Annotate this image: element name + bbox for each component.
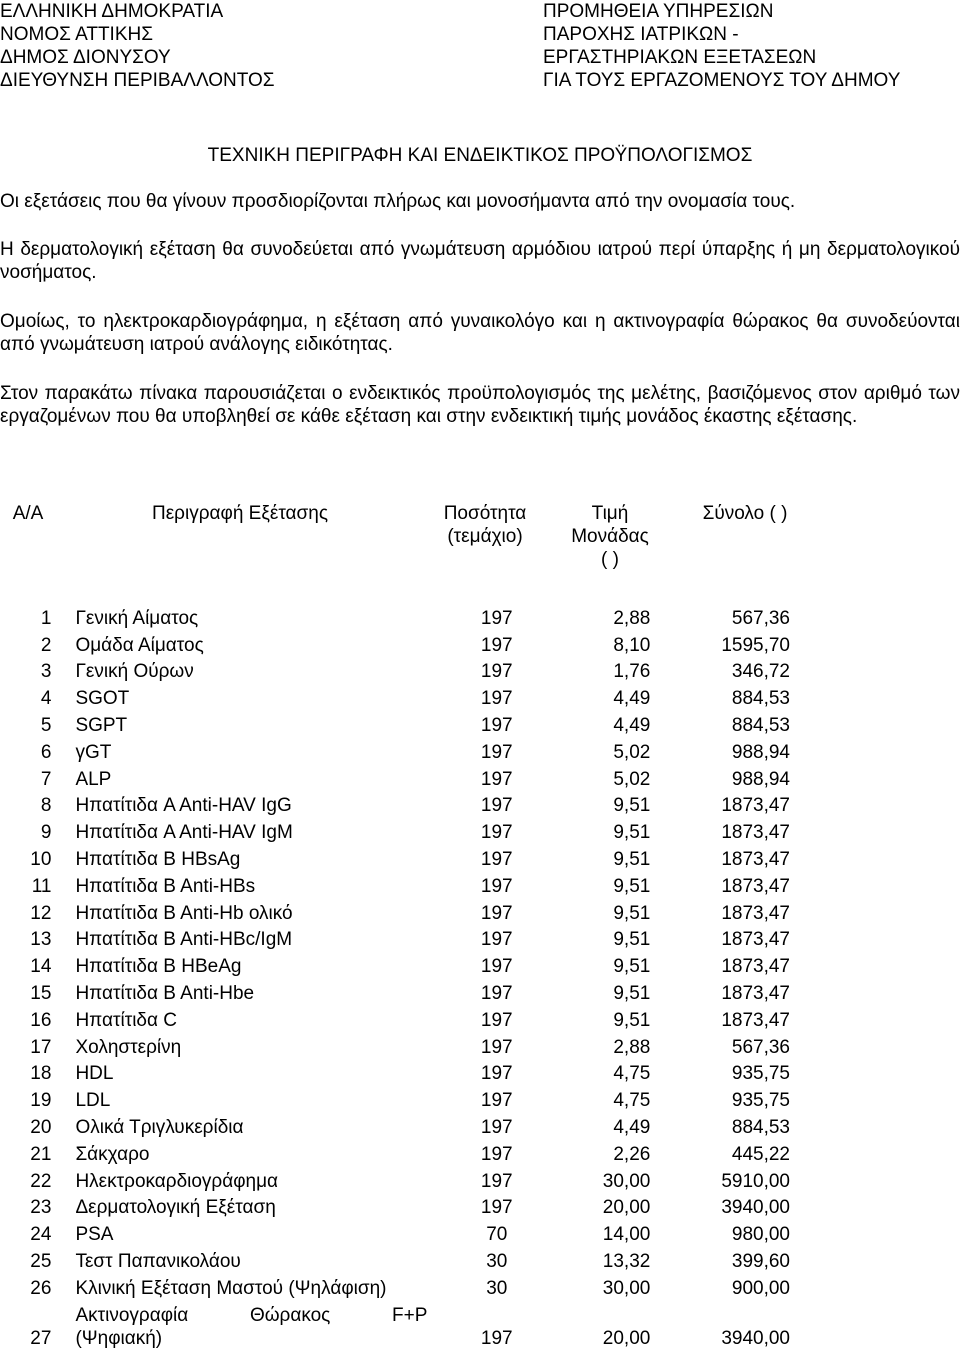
table-row <box>0 1166 790 1193</box>
cell-description: Ηπατίτιδα A Anti-HAV IgM <box>75 822 293 844</box>
cell-total: 1873,47 <box>721 875 790 897</box>
cell-description: HDL <box>75 1063 114 1085</box>
cell-total: 567,36 <box>731 1036 790 1058</box>
cell-description: Ομάδα Αίματος <box>75 634 204 656</box>
cell-description: Σάκχαρο <box>75 1143 150 1165</box>
table-row <box>0 1032 790 1059</box>
cell-unit-price: 4,75 <box>613 1090 651 1112</box>
cell-aa: 15 <box>30 982 52 1004</box>
table-row <box>0 1005 790 1032</box>
subject-line: ΠΡΟΜΗΘΕΙΑ ΥΠΗΡΕΣΙΩΝ <box>543 1 774 22</box>
cell-aa: 8 <box>40 795 52 817</box>
table-row <box>0 737 790 764</box>
cell-aa: 6 <box>40 741 52 763</box>
table-header <box>0 502 960 577</box>
cell-quantity: 197 <box>480 956 513 978</box>
table-row <box>0 710 790 737</box>
cell-total: 884,53 <box>731 688 790 710</box>
cell-quantity: 197 <box>480 1009 513 1031</box>
cell-unit-price: 9,51 <box>613 848 651 870</box>
paragraph: Ομοίως, το ηλεκτροκαρδιογράφημα, η εξέταση από γυναικολόγο και η ακτινογραφία θώρακος θα συνοδεύονται από γνωμάτευση ιατρού ανάλογης ειδικότητας. <box>0 311 960 355</box>
cell-unit-price: 9,51 <box>613 929 651 951</box>
cell-quantity: 197 <box>480 1197 513 1219</box>
cell-total: 1873,47 <box>721 1009 790 1031</box>
table-row <box>0 1139 790 1166</box>
cell-unit-price: 9,51 <box>613 795 651 817</box>
table-row <box>0 1219 790 1246</box>
subject-block <box>543 0 900 92</box>
cell-description: Γενική Αίματος <box>75 607 199 629</box>
issuer-block <box>0 0 275 92</box>
cell-unit-price: 9,51 <box>613 982 651 1004</box>
cell-total: 399,60 <box>731 1250 790 1272</box>
issuer-line: ΕΛΛΗΝΙΚΗ ΔΗΜΟΚΡΑΤΙΑ <box>0 1 224 22</box>
table-row <box>0 657 790 684</box>
header-aa: Α/Α <box>12 503 44 524</box>
cell-total: 1873,47 <box>721 902 790 924</box>
cell-quantity: 197 <box>480 902 513 924</box>
header-unit-price: Τιμή Μονάδας ( ) <box>571 503 649 570</box>
cell-unit-price: 8,10 <box>613 634 651 656</box>
table-row <box>0 791 790 818</box>
cell-aa: 20 <box>30 1116 52 1138</box>
cell-quantity: 70 <box>486 1224 508 1246</box>
cell-description: Ηπατίτιδα B Anti-Hb ολικό <box>75 902 293 924</box>
cell-total: 900,00 <box>731 1277 790 1299</box>
cell-aa: 3 <box>40 661 52 683</box>
cell-aa: 9 <box>40 822 52 844</box>
paragraph: Στον παρακάτω πίνακα παρουσιάζεται ο ενδεικτικός προϋπολογισμός της μελέτης, βασιζόμενος στον αριθμό των εργαζομένων που θα υποβληθεί σε κάθε εξέταση και στην ενδεικτική τιμής μονάδος έκαστης εξέτασης. <box>0 383 960 427</box>
cell-aa: 24 <box>30 1224 52 1246</box>
cell-quantity: 197 <box>480 688 513 710</box>
cell-total: 980,00 <box>731 1224 790 1246</box>
cell-unit-price: 1,76 <box>613 661 651 683</box>
cell-aa: 18 <box>30 1063 52 1085</box>
cell-unit-price: 4,49 <box>613 688 651 710</box>
table-row <box>0 683 790 710</box>
header-description: Περιγραφή Εξέτασης <box>151 503 328 524</box>
cell-aa: 17 <box>30 1036 52 1058</box>
cell-aa: 1 <box>40 607 52 629</box>
cell-quantity: 197 <box>480 875 513 897</box>
cell-total: 1595,70 <box>721 634 790 656</box>
table-row <box>0 871 790 898</box>
exam-cost-table <box>0 603 790 1350</box>
cell-quantity: 197 <box>480 1116 513 1138</box>
cell-unit-price: 2,26 <box>613 1143 651 1165</box>
cell-aa: 4 <box>40 688 52 710</box>
header-quantity: Ποσότητα (τεμάχιο) <box>443 503 527 547</box>
cell-description: Ηπατίτιδα B Anti-HBc/IgM <box>75 929 293 951</box>
cell-total: 1873,47 <box>721 982 790 1004</box>
cell-aa: 26 <box>30 1277 52 1299</box>
cell-unit-price: 9,51 <box>613 1009 651 1031</box>
cell-quantity: 197 <box>480 634 513 656</box>
cell-unit-price: 2,88 <box>613 607 651 629</box>
cell-aa: 27 <box>30 1327 52 1349</box>
cell-quantity: 197 <box>480 848 513 870</box>
table-row <box>0 630 790 657</box>
cell-description: PSA <box>75 1224 114 1246</box>
cell-aa: 10 <box>30 848 52 870</box>
cell-quantity: 197 <box>480 1090 513 1112</box>
cell-quantity: 197 <box>480 822 513 844</box>
table-row <box>0 1273 790 1300</box>
cell-total: 1873,47 <box>721 848 790 870</box>
cell-aa: 11 <box>31 875 52 897</box>
cell-unit-price: 20,00 <box>602 1197 651 1219</box>
cell-quantity: 197 <box>480 1063 513 1085</box>
cell-total: 5910,00 <box>721 1170 790 1192</box>
cell-aa: 19 <box>30 1090 52 1112</box>
header-total: Σύνολο ( ) <box>702 503 788 524</box>
cell-unit-price: 4,75 <box>613 1063 651 1085</box>
cell-unit-price: 9,51 <box>613 822 651 844</box>
cell-description: SGOT <box>75 688 130 710</box>
table-row <box>0 1059 790 1086</box>
table-row <box>0 925 790 952</box>
cell-description: Ηπατίτιδα B HBsAg <box>75 848 241 870</box>
cell-description: Χοληστερίνη <box>75 1036 182 1058</box>
cell-quantity: 30 <box>486 1250 508 1272</box>
cell-unit-price: 9,51 <box>613 875 651 897</box>
cell-description: Γενική Ούρων <box>75 661 194 683</box>
subject-line: ΕΡΓΑΣΤΗΡΙΑΚΩΝ ΕΞΕΤΑΣΕΩΝ <box>543 47 817 68</box>
cell-total: 884,53 <box>731 714 790 736</box>
table-row <box>0 1300 790 1350</box>
cell-unit-price: 14,00 <box>602 1224 651 1246</box>
cell-quantity: 197 <box>480 714 513 736</box>
cell-unit-price: 30,00 <box>602 1170 651 1192</box>
cell-description: Ηπατίτιδα A Anti-HAV IgG <box>75 795 292 817</box>
table-row <box>0 1246 790 1273</box>
table-row <box>0 817 790 844</box>
cell-total: 346,72 <box>731 661 790 683</box>
cell-total: 1873,47 <box>721 795 790 817</box>
issuer-line: ΔΙΕΥΘΥΝΣΗ ΠΕΡΙΒΑΛΛΟΝΤΟΣ <box>0 70 275 91</box>
cell-description: γGT <box>75 741 112 763</box>
table-row <box>0 898 790 925</box>
cell-quantity: 197 <box>480 607 513 629</box>
table-row <box>0 951 790 978</box>
cell-total: 1873,47 <box>721 822 790 844</box>
cell-unit-price: 5,02 <box>613 741 651 763</box>
cell-aa: 12 <box>30 902 52 924</box>
cell-aa: 25 <box>30 1250 52 1272</box>
subject-line: ΠΑΡΟΧΗΣ ΙΑΤΡΙΚΩΝ - <box>543 24 739 45</box>
cell-quantity: 197 <box>480 768 513 790</box>
cell-description: Δερματολογική Εξέταση <box>75 1197 276 1219</box>
cell-total: 567,36 <box>731 607 790 629</box>
cell-description: Ηπατίτιδα B Anti-Hbe <box>75 982 255 1004</box>
cell-total: 884,53 <box>731 1116 790 1138</box>
cell-aa: 13 <box>30 929 52 951</box>
cell-description: Ηπατίτιδα B HBeAg <box>75 956 242 978</box>
cell-description: LDL <box>75 1090 111 1112</box>
cell-quantity: 30 <box>486 1277 508 1299</box>
cell-description: Κλινική Εξέταση Μαστού (Ψηλάφιση) <box>75 1277 387 1299</box>
cell-total: 988,94 <box>731 768 790 790</box>
cell-aa: 7 <box>40 768 52 790</box>
cell-total: 1873,47 <box>721 956 790 978</box>
cell-quantity: 197 <box>480 741 513 763</box>
cell-quantity: 197 <box>480 929 513 951</box>
cell-description: ALP <box>75 768 112 790</box>
cell-total: 3940,00 <box>721 1327 790 1349</box>
cell-total: 1873,47 <box>721 929 790 951</box>
subject-line: ΓΙΑ ΤΟΥΣ ΕΡΓΑΖΟΜΕΝΟΥΣ ΤΟΥ ΔΗΜΟΥ <box>543 70 901 91</box>
cell-unit-price: 4,49 <box>613 1116 651 1138</box>
cell-quantity: 197 <box>480 1036 513 1058</box>
cell-total: 3940,00 <box>721 1197 790 1219</box>
cell-quantity: 197 <box>480 661 513 683</box>
cell-quantity: 197 <box>480 795 513 817</box>
cell-total: 445,22 <box>731 1143 790 1165</box>
cell-unit-price: 30,00 <box>602 1277 651 1299</box>
cell-unit-price: 20,00 <box>602 1327 651 1349</box>
cell-description: Ηπατίτιδα B Anti-HBs <box>75 875 256 897</box>
cell-quantity: 197 <box>480 1143 513 1165</box>
cell-aa: 23 <box>30 1197 52 1219</box>
cell-description: Ηπατίτιδα C <box>75 1009 177 1031</box>
cell-quantity: 197 <box>480 982 513 1004</box>
cell-description: SGPT <box>75 714 128 736</box>
table-row <box>0 1085 790 1112</box>
table-row <box>0 978 790 1005</box>
cell-unit-price: 4,49 <box>613 714 651 736</box>
cell-quantity: 197 <box>480 1170 513 1192</box>
cell-aa: 14 <box>30 956 52 978</box>
table-row <box>0 764 790 791</box>
table-row <box>0 603 790 630</box>
cell-aa: 22 <box>30 1170 52 1192</box>
cell-description: Ολικά Τριγλυκερίδια <box>75 1116 244 1138</box>
cell-total: 935,75 <box>731 1063 790 1085</box>
paragraph: Η δερματολογική εξέταση θα συνοδεύεται από γνωμάτευση αρμόδιου ιατρού περί ύπαρξης ή μη δερματολογικού νοσήματος. <box>0 239 960 283</box>
cell-aa: 21 <box>30 1143 52 1165</box>
table-row <box>0 1112 790 1139</box>
document-title: ΤΕΧΝΙΚΗ ΠΕΡΙΓΡΑΦΗ ΚΑΙ ΕΝΔΕΙΚΤΙΚΟΣ ΠΡΟΫΠΟΛΟΓΙΣΜΟΣ <box>207 145 753 166</box>
cell-total: 988,94 <box>731 741 790 763</box>
cell-unit-price: 9,51 <box>613 902 651 924</box>
issuer-line: ΝΟΜΟΣ ΑΤΤΙΚΗΣ <box>0 24 153 45</box>
cell-description: Τεστ Παπανικολάου <box>75 1250 241 1272</box>
cell-total: 935,75 <box>731 1090 790 1112</box>
cell-aa: 5 <box>40 714 52 736</box>
cell-quantity: 197 <box>480 1327 513 1349</box>
table-row <box>0 1193 790 1220</box>
cell-description: Ηλεκτροκαρδιογράφημα <box>75 1170 279 1192</box>
cell-unit-price: 2,88 <box>613 1036 651 1058</box>
issuer-line: ΔΗΜΟΣ ΔΙΟΝΥΣΟΥ <box>0 47 171 68</box>
paragraph: Οι εξετάσεις που θα γίνουν προσδιορίζονται πλήρως και μονοσήμαντα από την ονομασία τους. <box>0 191 796 212</box>
cell-description: Ακτινογραφία Θώρακος F+P (Ψηφιακή) <box>75 1304 428 1349</box>
cell-aa: 16 <box>30 1009 52 1031</box>
cell-aa: 2 <box>40 634 52 656</box>
cell-unit-price: 9,51 <box>613 956 651 978</box>
cell-unit-price: 5,02 <box>613 768 651 790</box>
cell-unit-price: 13,32 <box>602 1250 651 1272</box>
table-row <box>0 844 790 871</box>
